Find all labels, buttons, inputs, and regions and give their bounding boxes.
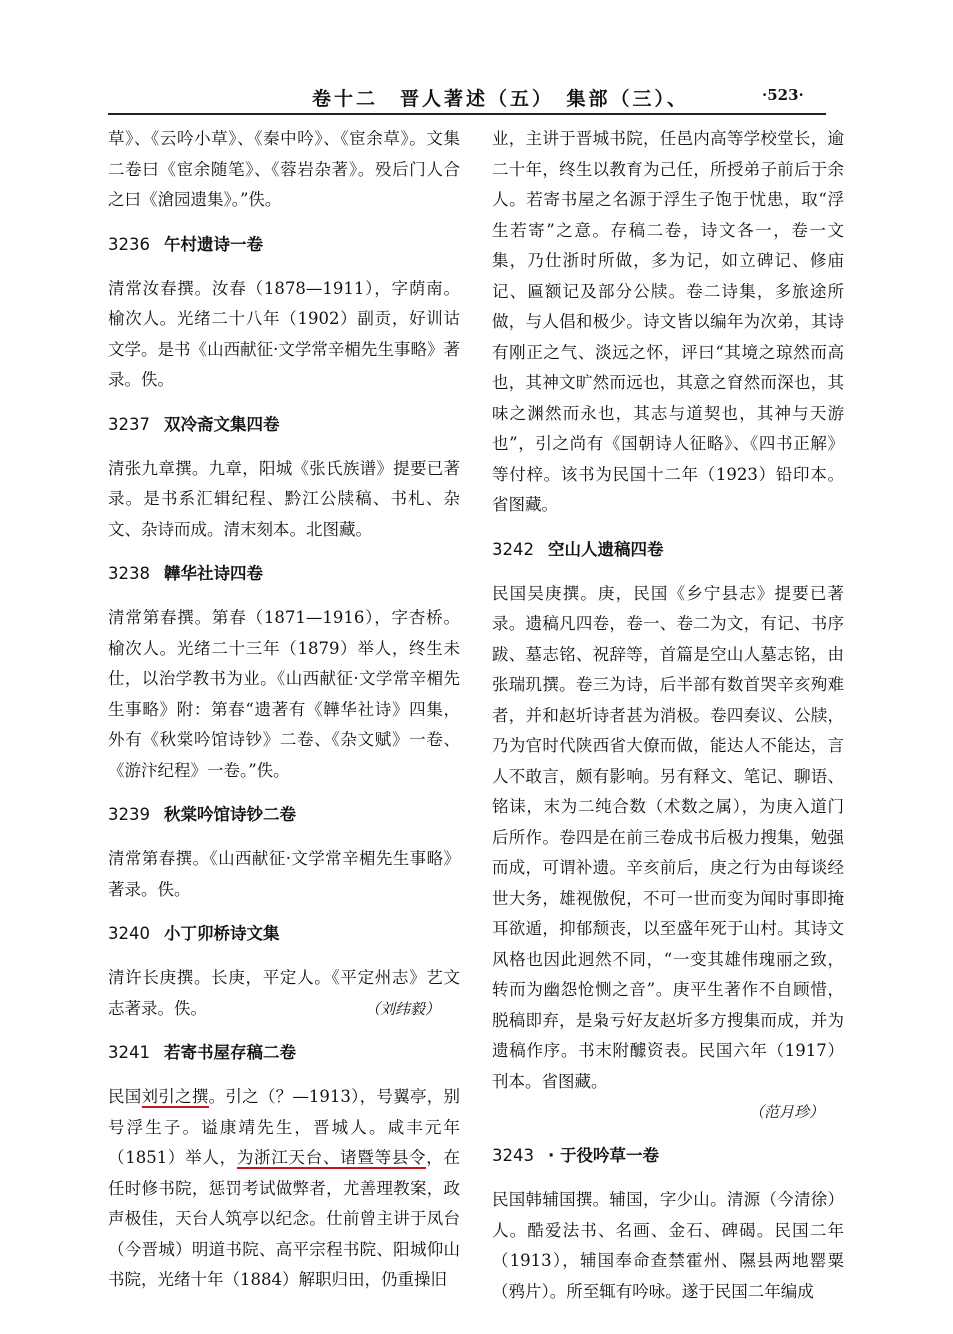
page-number: ·523· [762,86,804,104]
entry-heading-3237: 3237 双冷斋文集四卷 [108,414,280,434]
entry-body-3243: 民国韩辅国撰。辅国，字少山。清源（今清徐）人。酷爱法书、名画、金石、碑碣。民国二年（1913），辅国奉命查禁霍州、隰县两地罂粟（鸦片）。所至辄有吟咏。遂于民国二年编成 [492,1190,844,1301]
entry-body-3241: 民国刘引之撰。引之（？—1913），号翼亭，别号浮生子。谥康靖先生，晋城人。咸丰元年（1851）举人，为浙江天台、诸暨等县令，在任时修书院，惩罚考试做弊者，尤善理教案，政声极佳，天台人筑亭以纪念。仕前曾主讲于凤台（今晋城）明道书院、高平宗程书院、阳城仰山书院，光绪十年（1884）解职归田，仍重操旧 [108,1087,461,1289]
underlined-author: 刘引之撰 [141,1087,209,1106]
entry-heading-3240: 3240 小丁卯桥诗文集 [108,924,280,943]
underlined-office: 为浙江天台、诸暨等县令 [236,1148,427,1167]
header-rule [108,113,826,115]
entry-heading-3236: 3236 午村遗诗一卷 [108,234,263,254]
running-title: 卷十二 晋人著述（五） 集部（三）、 [312,88,690,110]
entry-heading-3242: 3242 空山人遗稿四卷 [492,539,664,559]
entry-body-3236: 清常汝春撰。汝春（1878—1911），字荫南。榆次人。光绪二十八年（1902）副贡，好训诂文学。是书《山西献征·文学常辛楣先生事略》著录。佚。 [108,278,460,389]
entry-body-3239: 清常第春撰。《山西献征·文学常辛楣先生事略》著录。佚。 [108,849,460,899]
entry-heading-3239: 3239 秋棠吟馆诗钞二卷 [108,805,296,824]
author-signature: （范月珍） [748,1103,824,1121]
author-signature: （刘纬毅） [364,1000,440,1018]
left-column [108,124,460,1296]
entry-body-3242: 民国吴庚撰。庚，民国《乡宁县志》提要已著录。遗稿凡四卷，卷一、卷二为文，有记、书序跋、墓志铭、祝辞等，首篇是空山人墓志铭，由张瑞玑撰。卷三为诗，后半部有数首哭辛亥殉难者，并和赵圻诗者甚为消极。卷四奏议、公牍，乃为官时代陕西省大僚而做，能达人不能达，言人不敢言，颇有影响。另有释文、笔记、聊语、铭诔，末为二纯合数（术数之属），为庚入道门后所作。卷四是在前三卷成书后极力搜集，勉强而成，可谓补遗。辛亥前后，庚之行为由每谈经世大务，雄视傲倪，不可一世而变为闻时事即掩耳欲遁，抑郁颓丧，以至盛年死于山村。其诗文风格也因此迥然不同，“一变其雄伟瑰丽之致，转而为幽怨怆恻之音”。庚平生著作不自顾惜，脱稿即弃，是枭亏好友赵圻多方搜集而成，并为遗稿作序。书末附醵资表。民国六年（1917）刊本。省图藏。 [492,583,844,1091]
entry-body-3240: 清许长庚撰。长庚，平定人。《平定州志》艺文志著录。佚。 [108,968,460,1018]
right-column [492,124,844,1307]
entry-heading-3243: 3243 · 于役吟草一卷 [492,1146,660,1165]
running-header [0,84,953,114]
entry-body-3238: 清常第春撰。第春（1871—1916），字杏桥。榆次人。光绪二十三年（1879）举人，终生未仕，以治学教书为业。《山西献征·文学常辛楣先生事略》附：第春“遗著有《韡华社诗》四集，外有《秋棠吟馆诗钞》二卷、《杂文赋》一卷、《游汴纪程》一卷。”佚。 [108,608,460,780]
continued-text: 业，主讲于晋城书院，任邑内高等学校堂长，逾二十年，终生以教育为己任，所授弟子前后于余人。若寄书屋之名源于浮生子饱于忧患，取“浮生若寄”之意。存稿二卷，诗文各一，卷一文集，乃仕浙时所做，多为记，如立碑记、修庙记、匾额记及部分公牍。卷二诗集，多旅途所做，与人倡和极少。诗文皆以编年为次弟，其诗有刚正之气、淡远之怀，评曰“其境之琼然而高也，其神文旷然而远也，其意之窅然而深也，其味之渊然而永也，其志与道契也，其神与天游也”，引之尚有《国朝诗人征略》、《四书正解》等付梓。该书为民国十二年（1923）铅印本。省图藏。 [492,129,844,514]
entry-body-3237: 清张九章撰。九章，阳城《张氏族谱》提要已著录。是书系汇辑纪程、黔江公牍稿、书札、杂文、杂诗而成。清末刻本。北图藏。 [108,458,460,539]
entry-heading-3238: 3238 韡华社诗四卷 [108,564,263,583]
entry-heading-3241: 3241 若寄书屋存稿二卷 [108,1043,296,1062]
continued-text: 草》、《云吟小草》、《秦中吟》、《宦余草》。文集二卷曰《宦余随笔》、《蓉岩杂著》。殁后门人合之曰《滄园遗集》。”佚。 [108,129,460,209]
